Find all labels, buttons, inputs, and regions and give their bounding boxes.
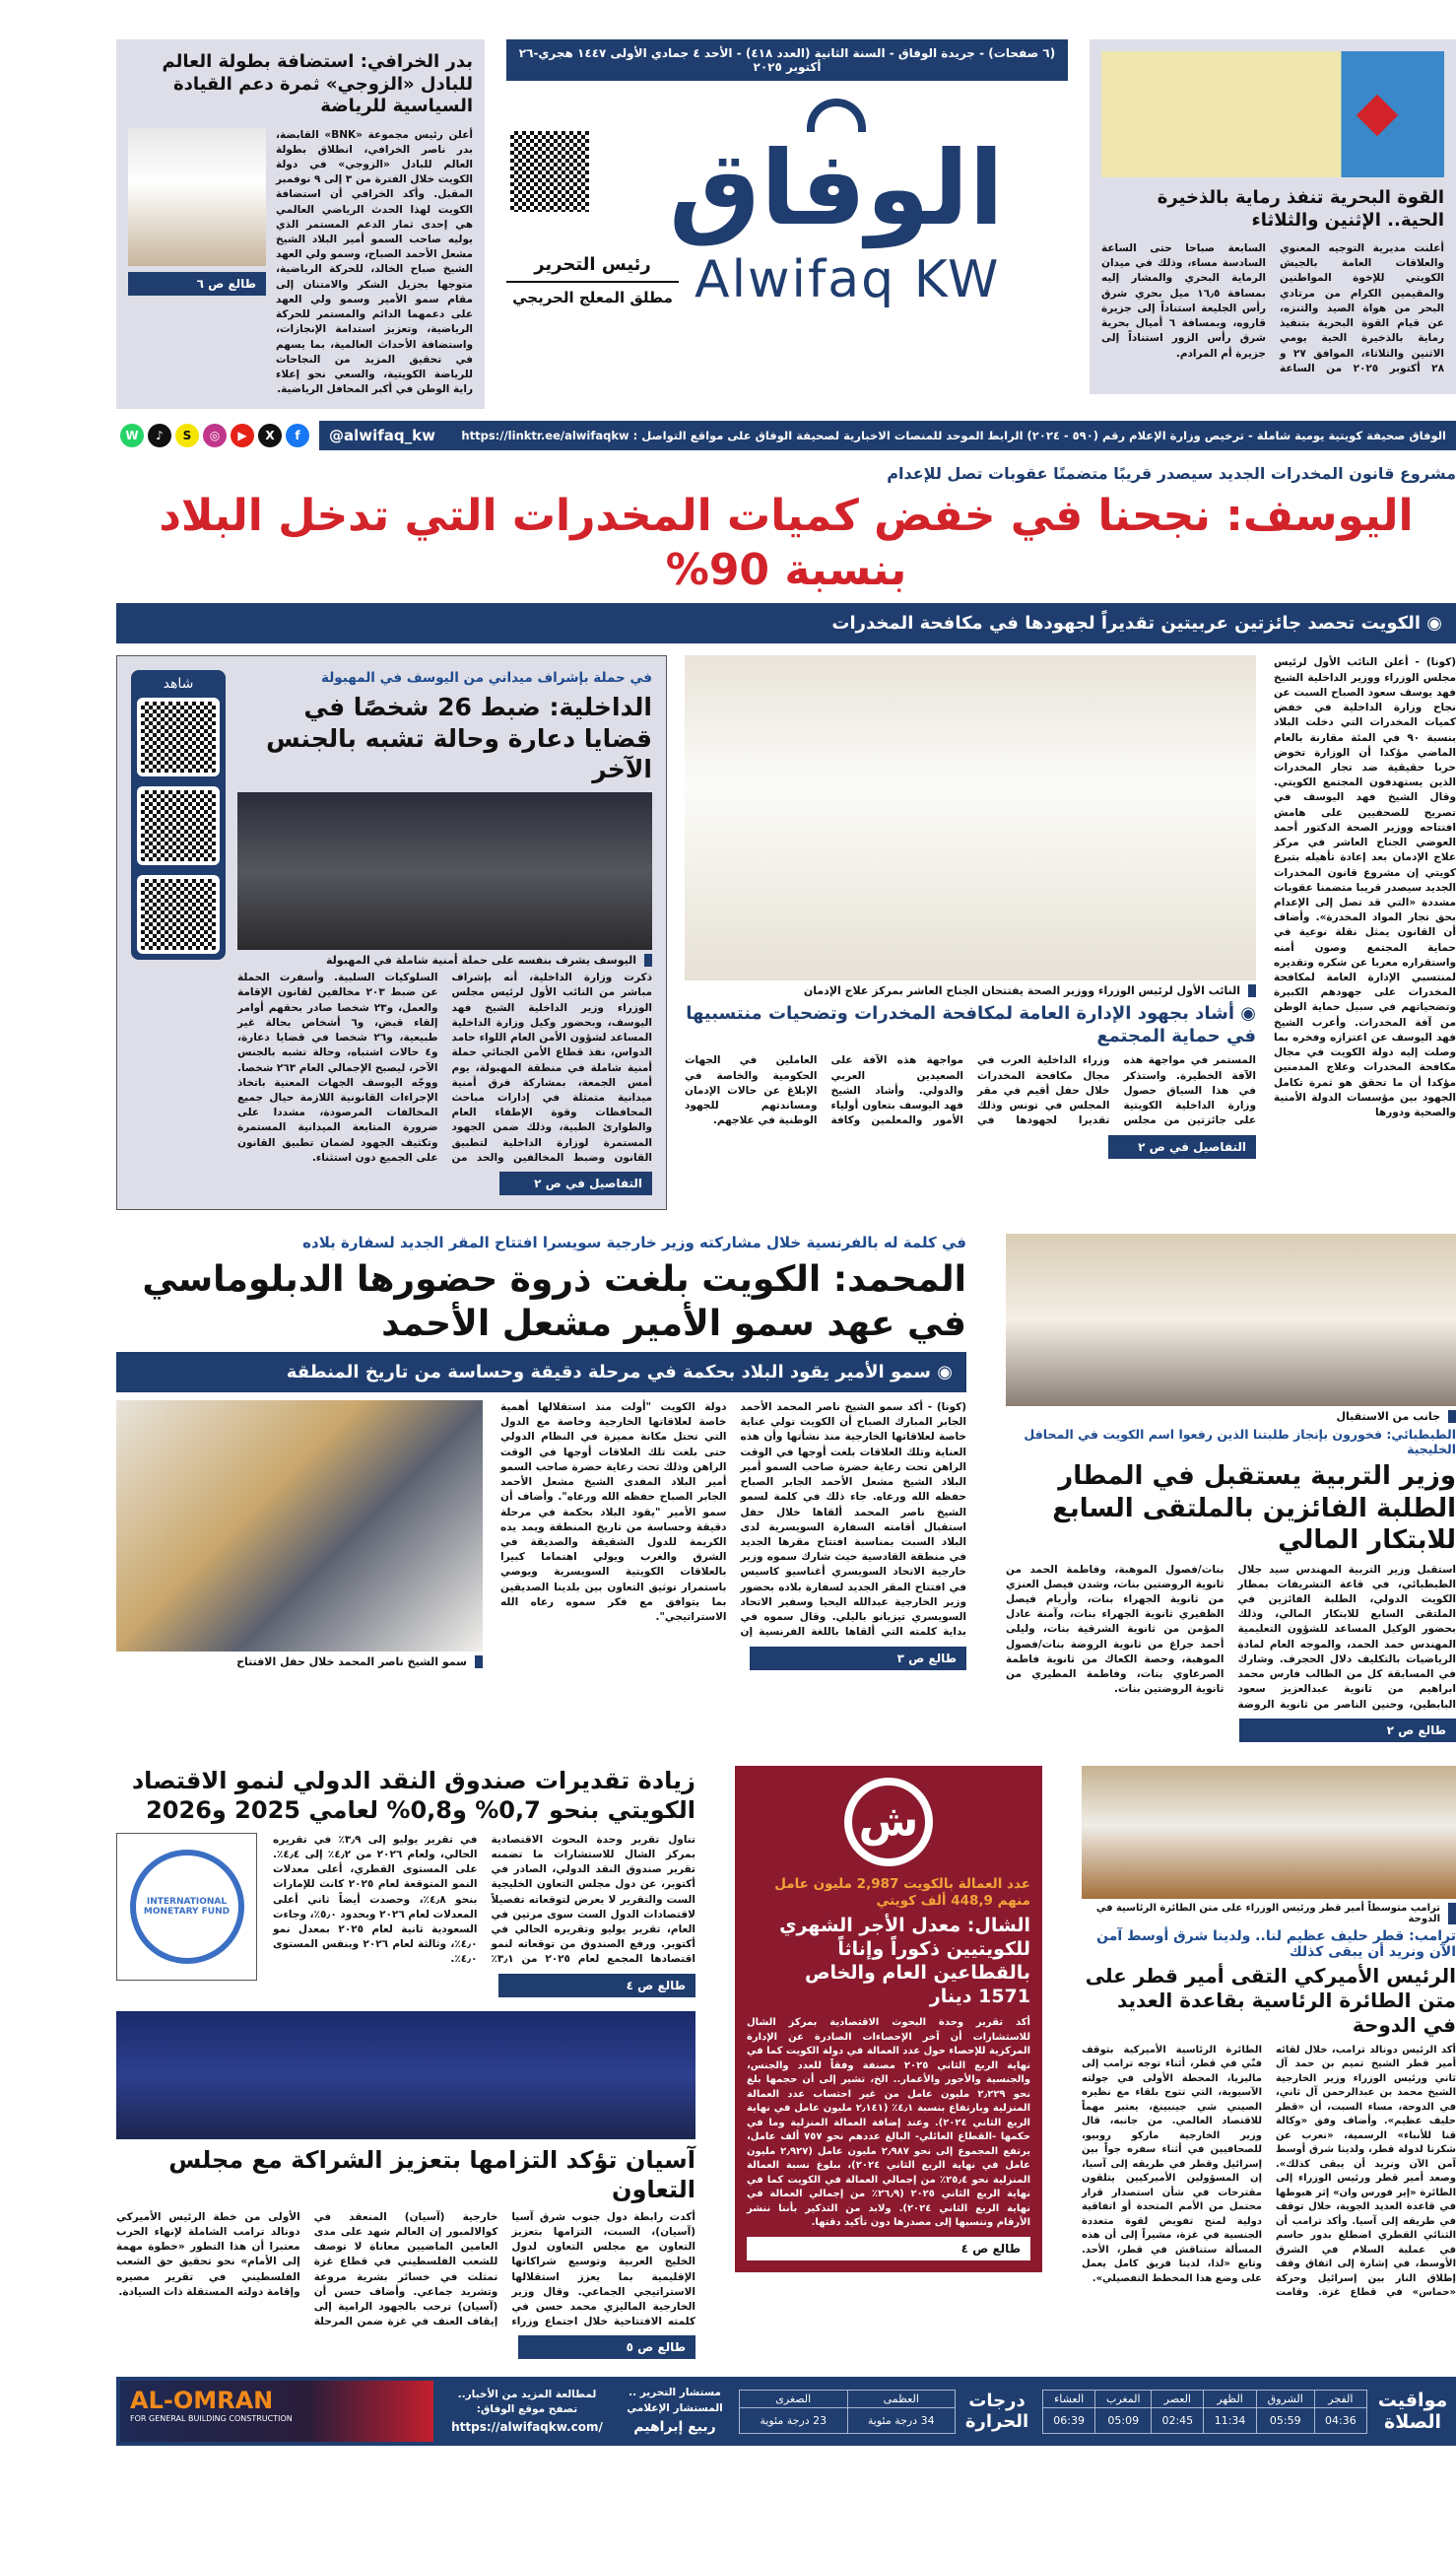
social-bar [319, 421, 1456, 450]
temperature-block [739, 2390, 1032, 2434]
diplomacy-bar-text: سمو الأمير يقود البلاد بحكمة في مرحلة دقيقة وحساسة من تاريخ المنطقة [286, 1362, 932, 1383]
prayer-time: 04:36 [1314, 2407, 1366, 2433]
prayer-name: العصر [1152, 2390, 1204, 2407]
prayer-name: العشاء [1043, 2390, 1095, 2407]
story-body: أعلن رئيس مجموعة «BNK» القابضة، بدر ناصر الخرافي، انطلاق بطولة العالم للبادل «الزوجي» في دولة الكويت خلال الفترة من ٣ إلى ٩ نوفمبر المقبل. وأكد الخرافي أن استضافة الكويت لهذا الحدث الرياضي العالمي هي إحدى ثمار الدعم المستمر الذي يوليه صاحب السمو أمير البلاد الشيخ مشعل الأحمد الصباح، وسمو ولي العهد الشيخ صباح الخالد، للحركة الرياضية، متوجها بجزيل الشكر والامتنان إلى مقام سمو الأمير وسمو ولي العهد على دعمهما الدائم والمستمر للحركة الرياضية، وتعزيز استدامة الإنجازات، واستضافة الأحداث العالمية، بما يسهم في تحقيق المزيد من النجاحات للرياضة الكويتية، والسعي نحو إعلاء راية الوطن في أكبر المحافل الرياضية. [276, 128, 473, 396]
website-link[interactable]: https://alwifaqkw.com/ [451, 2420, 603, 2435]
qr-code[interactable] [137, 786, 220, 865]
top-section [116, 39, 1456, 409]
prayer-time: 05:09 [1095, 2407, 1152, 2433]
lead-main [685, 655, 1256, 1158]
lead-bottom-body: المستمر في مواجهة هذه الآفة الخطيرة. واستذكر في هذا السياق حصول وزارة الداخلية الكويتية على جائزتين من مجلس وزراء الداخلية العرب في مجال مكافحة المخدرات خلال حفل أقيم في مقر المجلس في تونس وذلك تقديرا لجهودها في مواجهة هذه الآفة على الصعيدين العربي والدولي. وأشاد الشيخ فهد اليوسف بتعاون أولياء الأمور والمعلمين وكافة العاملين في الجهات الحكومية والخاصة في الإبلاغ عن حالات الإدمان ومساندتهم للجهود الوطنية في علاجهم. [685, 1054, 1256, 1127]
imf-headline: زيادة تقديرات صندوق النقد الدولي لنمو الاقتصاد الكويتي بنحو 0,7% و0,8% لعامي 2025 و2026 [131, 1766, 695, 1824]
firing-zone-marker [1357, 95, 1398, 136]
asean-body: أكدت رابطة دول جنوب شرق آسيا (آسيان)، السبت، التزامها بتعزيز التعاون مع مجلس التعاون لدول الخليج العربية وتوسيع شراكاتها الإقليمية بما يعزز استقلالها الاستراتيجي الجماعي. وقال وزير الخارجية الماليزي محمد حسن في كلمته الافتتاحية خلال اجتماع وزراء خارجية (آسيان) المنعقد في كوالالمبور إن العالم شهد على مدى العامين الماضيين معاناة لا توصف للشعب الفلسطيني في قطاع غزة تمثلت في خسائر بشرية مروعة وتشريد جماعي. وأضاف حسن أن (آسيان) ترحب بالجهود الرامية إلى إيقاف العنف في غزة ضمن المرحلة الأولى من خطة الرئيس الأميركي دونالد ترامب الشاملة لإنهاء الحرب معتبرا أن هذا التطور «خطوة مهمة إلى الأمام» نحو تحقيق حق الشعب الفلسطيني في تقرير مصيره وإقامة دولته المستقلة ذات السيادة. [116, 2210, 695, 2328]
lead-subhead-text: أشاد بجهود الإدارة العامة لمكافحة المخدرات وتضحيات منتسبيها في حماية المجتمع [686, 1003, 1256, 1046]
masthead [506, 39, 1068, 309]
more-link[interactable]: طالع ص ٤ [747, 2237, 1030, 2260]
x-icon[interactable]: X [258, 424, 282, 447]
trump-headline: الرئيس الأميركي التقى أمير قطر على متن الطائرة الرئاسية بقاعدة العديد في الدوحة [1085, 1963, 1456, 2037]
trump-photo-caption: ترامب متوسطاً أمير قطر ورئيس الوزراء على متن الطائرة الرئاسية في الدوحة [1082, 1903, 1456, 1924]
temperature-table [739, 2390, 956, 2434]
prayer-time: 05:59 [1256, 2407, 1314, 2433]
section-three [116, 1234, 1456, 1742]
qr-code[interactable] [137, 698, 220, 776]
imf-row [116, 1833, 695, 1997]
story-headline: القوة البحرية تنفذ رماية بالذخيرة الحية.. الإثنين والثلاثاء [1157, 187, 1444, 231]
lead-row [116, 655, 1456, 1210]
diplomacy-photo-column [116, 1400, 483, 1672]
editor-block [506, 254, 679, 306]
map-image [1101, 51, 1444, 177]
top-right-story [1090, 39, 1456, 394]
diplomacy-photo-caption: سمو الشيخ ناصر المحمد خلال حفل الافتتاح [116, 1655, 483, 1668]
interior-story [116, 655, 667, 1210]
prayer-block [1042, 2390, 1452, 2435]
khorafi-photo [128, 128, 266, 266]
logo [605, 99, 1068, 248]
lead-side-body: (كونا) - أعلن النائب الأول لرئيس مجلس الوزراء ووزير الداخلية الشيخ فهد يوسف سعود الصباح السبت عن نجاح وزارة الداخلية في خفض كميات المخدرات التي دخلت البلاد بنسبة ٩٠ في المئة مقارنة بالعام الماضي مؤكدا أن الوزارة تخوض حربا حقيقية ضد تجار المخدرات الذين يستهدفون المجتمع الكويتي. وقال الشيخ فهد اليوسف في تصريح للصحفيين على هامش افتتاحه ووزير الصحة الدكتور أحمد العوضي الجناح العاشر في مركز علاج الإدمان بعد إعادة تأهيله بتبرع كويتي إن مشروع قانون المخدرات الجديد سيصدر قريبا متضمنا عقوبات مشددة «التي قد تصل إلى الإعدام بحق تجار المواد المخدرة». وأضاف أن القانون يمثل نقلة نوعية في حماية المجتمع وصون أمنه واستقراره معربا عن شكره وتقديره لمنتسبي الإدارة العامة لمكافحة المخدرات على جهودهم الكبيرة وتضحياتهم في سبيل حماية الوطن من آفة المخدرات. وأعرب الشيخ فهد اليوسف عن اعتزازه وفخره بما وصلت إليه دولة الكويت في مجال مكافحة المخدرات وعلاج المدمنين مؤكدا أن ما تحقق هو ثمرة تكامل الجهود بين مؤسسات الدولة الأمنية والصحية ودورها [1274, 656, 1456, 1118]
education-photo [1006, 1234, 1456, 1406]
trump-story [1082, 1766, 1456, 2301]
photo-caption: اليوسف يشرف بنفسه على حملة أمنية شاملة في المهبولة [237, 954, 652, 967]
watch-panel [131, 670, 226, 960]
editor-name: مطلق المعلج الحريجي [512, 288, 673, 306]
education-photo-caption: جانب من الاستقبال [1006, 1410, 1456, 1423]
interior-headline: الداخلية: ضبط 26 شخصًا في قضايا دعارة وحالة تشبه بالجنس الآخر [266, 693, 652, 783]
instagram-icon[interactable]: ◎ [203, 424, 227, 447]
more-link[interactable]: طالع ص ٦ [128, 272, 266, 296]
interior-kicker: في حملة بإشراف ميداني من اليوسف في المهبولة [321, 670, 652, 687]
ad-brand: AL-OMRAN [130, 2387, 274, 2415]
whatsapp-icon[interactable]: W [120, 424, 144, 447]
imf-body: تناول تقرير وحدة البحوث الاقتصادية بمركز الشال للاستشارات ما تضمنه تقرير صندوق النقد الدولي، الصادر في أكتوبر، عن دول مجلس التعاون الخليجية الست والتقرير لا يعرض لتوقعاته تفصيلاً لاقتصادات الدول الست سوى مرتين في العام، تقرير يوليو وتقريره الحالي في أكتوبر. ورفع الصندوق من توقعاته لنمو اقتصادها المجمع لعام ٢٠٢٥ من ٣٫١٪ في تقرير يوليو إلى ٣٫٩٪ في تقريره الحالي، ولعام ٢٠٢٦ من ٤٫٢٪ إلى ٤٫٤٪. على المستوى القطري، أعلى معدلات النمو المتوقعة لعام ٢٠٢٥ كانت للإمارات بنحو ٤٫٨٪، وحصدت أيضاً ثاني أعلى المعدلات لعام ٢٠٢٦ وبحدود ٥٫٠٪، وجاءت السعودية ثانية لعام ٢٠٢٥ بمعدل نمو ٤٫٠٪، وثالثة لعام ٢٠٢٦ وبنفس المستوى ٤٫٠٪. [273, 1833, 696, 1966]
tiktok-icon[interactable]: ♪ [148, 424, 171, 447]
more-link[interactable]: طالع ص ٣ [750, 1647, 966, 1670]
footer-bar [116, 2377, 1456, 2446]
bullet-icon: ◉ [931, 1362, 953, 1383]
more-link[interactable]: التفاصيل في ص ٢ [499, 1172, 652, 1195]
logo-english: Alwifaq KW [695, 250, 1001, 310]
lead-bar [116, 603, 1456, 643]
social-icons [116, 424, 309, 447]
more-link[interactable]: التفاصيل في ص ٢ [1108, 1135, 1256, 1159]
snapchat-icon[interactable]: S [175, 424, 199, 447]
advisor-line1: مستشار التحرير .. [629, 2387, 721, 2399]
logo-bottom-row [506, 250, 1068, 309]
web-line1: لمطالعة المزيد من الأخبار.. [457, 2388, 597, 2400]
diplomacy-body: (كونا) - أكد سمو الشيخ ناصر المحمد الأحمد الجابر المبارك الصباح أن الكويت تولي عناية خاصة لعلاقاتها الخارجية منذ نشأتها وأن هذه العناية وتلك العلاقات بلغت أوجها في الوقت الراهن تحت رعاية حضرة صاحب السمو أمير البلاد الشيخ مشعل الأحمد الجابر الصباح حفظه الله ورعاه. جاء ذلك في كلمة لسمو الشيخ ناصر المحمد ألقاها خلال حفل استقبال أقامته السفارة السويسرية لدى البلاد السبت بمناسبة افتتاح مقرها الجديد في منطقة القادسية حيث شارك سموه وزير خارجية الاتحاد السويسري أغناسيو كاسيس في افتتاح المقر الجديد لسفارة بلاده بحضور وزير الخارجية عبدالله اليحيا وسفير الاتحاد السويسري تيزيانو باليلي. وقال سموه في بداية كلمته التي ألقاها باللغة الفرنسية إن دولة الكويت "أولت منذ استقلالها أهمية خاصة لعلاقاتها الخارجية وخاصة مع الدول التي تحتل مكانة مميزة في النظام الدولي حتى بلغت تلك العلاقات أوجها في الوقت الراهن وذلك تحت رعاية حضرة صاحب السمو أمير البلاد المفدى الشيخ مشعل الأحمد الجابر الصباح حفظه الله ورعاه". وأضاف أن سمو الأمير "يقود البلاد بحكمة في مرحلة دقيقة وحساسة من تاريخ المنطقة ويمد يده الكريمة للدول الشقيقة والصديقة في الشرق والغرب ويولي اهتماما كبيرا بالعلاقات الكويتية السويسرية ويوصي باستمرار توثيق التعاون بين بلدينا الصديقين بما يتوافق مع فكر سموه رعاه الله الاستراتيجي". [500, 1401, 966, 1639]
shall-story [735, 1766, 1042, 2272]
story-row [128, 128, 473, 398]
date-line: (٦ صفحات) - جريدة الوفاق - السنة الثانية (العدد ٤١٨) - الأحد ٤ جمادي الأولى ١٤٤٧ هجري-٢٦ أكتوبر ٢٠٢٥ [506, 39, 1068, 81]
diplomacy-row [116, 1400, 966, 1672]
diplomacy-bar [116, 1352, 966, 1392]
lead-photo-caption: النائب الأول لرئيس الوزراء ووزير الصحة يفتتحان الجناح العاشر بمركز علاج الإدمان [685, 984, 1256, 997]
license-and-link[interactable]: الوفاق صحيفة كويتية يومية شاملة - ترخيص وزارة الإعلام رقم (٥٩٠ - ٢٠٢٤) الرابط الموحد للمنصات الاخبارية لصحيفة الوفاق على مواقع التواصل : https://linktr.ee/alwifaqkw [461, 429, 1446, 443]
social-handle[interactable]: @alwifaq_kw [329, 427, 435, 445]
advisor-block [621, 2386, 729, 2438]
temp-max-value: 34 درجة مئوية [847, 2407, 956, 2433]
trump-body: أكد الرئيس دونالد ترامب، خلال لقائه أمير قطر الشيخ تميم بن حمد آل ثاني ورئيس الوزراء وزير الخارجية الشيخ محمد بن عبدالرحمن آل ثاني، في الدوحة، مساء السبت، أن «قطر حليف عظيم». وأضاف وفق «وكالة قنا للأنباء» الرسمية، «نعرب عن شكرنا لدولة قطر، ولدينا شرق أوسط آمن الآن ونريد أن يبقى كذلك». وصعد أمير قطر ورئيس الوزراء إلى الطائرة «إير فورس وان» إثر هبوطها في قاعدة العديد الجوية، خلال توقف في طريقه إلى آسيا. وأكد ترامب أن الثنائي القطري اضطلع بدور حاسم في عملية السلام في الشرق الأوسط، في إشارة إلى اتفاق وقف إطلاق النار بين إسرائيل وحركة «حماس» في قطاع غزة. وقامت الطائرة الرئاسية الأميركية بتوقف فنّي في قطر، أثناء توجه ترامب إلى ماليزيا، المحطة الأولى في جولته الآسيوية، التي تتوج بلقاء مع نظيره الصيني شي جينبينغ، يعتبر مهماً للاقتصاد العالمي. من جانبه، قال وزير الخارجية ماركو روبيو، للصحافيين في أثناء سفره جواً بين إسرائيل وقطر في طريقه إلى آسيا، إن المسؤولين الأميركيين يتلقون مقترحات في شأن استصدار قرار محتمل من الأمم المتحدة أو اتفاقية دولية لمنح تفويض لقوة متعددة الجنسية في غزة، مشيراً إلى أن هذه المسألة ستناقش في قطر، الأحد. وتابع «لذا، لدينا فريق كامل يعمل على وضع هذا المخطط التفصيلي». [1082, 2044, 1456, 2299]
globe-icon: INTERNATIONAL MONETARY FUND [130, 1850, 244, 1964]
lead-kicker: مشروع قانون المخدرات الجديد سيصدر قريبًا متضمنًا عقوبات تصل للإعدام [887, 464, 1456, 484]
temp-min-label: الصغرى [740, 2390, 848, 2407]
education-headline: وزير التربية يستقبل في المطار الطلبة الفائزين بالملتقى السابع للابتكار المالي [1052, 1461, 1456, 1556]
more-link[interactable]: طالع ص ٥ [518, 2335, 695, 2359]
lead-subhead [685, 1003, 1256, 1047]
interior-body: ذكرت وزارة الداخلية، أنه بإشراف مباشر من النائب الأول لرئيس مجلس الوزراء وزير الداخلية الشيخ فهد اليوسف، وبحضور وكيل وزارة الداخلية المساعد لشؤون الأمن العام اللواء حامد الدواس، نفذ قطاع الأمن الجنائي حملة أمنية شاملة في منطقة المهبولة، يوم أمس الجمعة، بمشاركة فرق أمنية ميدانية متمثلة في إدارات مباحث المحافظات وقوة الإطفاء العام والطوارئ الطبية، وذلك ضمن الجهود المستمرة لوزارة الداخلية لتطبيق القانون وضبط المخالفين والحد من السلوكيات السلبية. وأسفرت الحملة عن ضبط ٢٠٣ مخالفين لقانون الإقامة والعمل، و٢٣ شخصا صادر بحقهم أوامر إلقاء قبض، و٦ أشخاص بحالة غير طبيعية، و٢٦ شخصا في قضايا دعارة، و٤ حالات اشتباه، وحالة تشبه بالجنس الآخر، ليصبح الإجمالي العام ٢٦٣ شخصا. ووجّه اليوسف الجهات المعنية باتخاذ الإجراءات القانونية اللازمة حيال جميع المخالفات المرصودة، مشددا على ضرورة المتابعة الميدانية المستمرة وتكثيف الجهود لضمان تطبيق القانون على الجميع دون استثناء. [237, 972, 652, 1164]
prayer-time: 02:45 [1152, 2407, 1204, 2433]
trump-photo [1082, 1766, 1456, 1899]
more-link[interactable]: طالع ص ٤ [498, 1974, 695, 1997]
more-link[interactable]: طالع ص ٢ [1239, 1719, 1456, 1742]
trump-kicker: ترامب: قطر حليف عظيم لنا.. ولدينا شرق أوسط آمن الآن ونريد أن يبقى كذلك [1096, 1927, 1456, 1960]
web-line2: تصفح موقع الوفاق: [476, 2403, 578, 2416]
lead-photo [685, 655, 1256, 980]
temperature-title: درجات الحرارة [964, 2390, 1029, 2433]
front-page [116, 39, 1456, 2446]
youtube-icon[interactable]: ▶ [231, 424, 254, 447]
ad-tagline: FOR GENERAL BUILDING CONSTRUCTION [130, 2414, 293, 2424]
asean-photo [116, 2011, 695, 2139]
temp-max-label: العظمى [847, 2390, 956, 2407]
facebook-icon[interactable]: f [286, 424, 309, 447]
imf-logo [116, 1833, 257, 1981]
shall-body: أكد تقرير وحدة البحوث الاقتصادية بمركز الشال للاستشارات أن آخر الإحصاءات الصادرة عن الإدارة المركزية للإحصاء حول عدد العمالة في دولة الكويت كما في نهاية الربع الثاني ٢٠٢٥ مصنفة وفقاً للعدد والجنس، والجنسية والأجور والأعمار.. الخ، تشير إلى أن حجمها بلغ نحو ٢٫٢٢٩ مليون عامل من غير احتساب عدد العمالة المنزلية وبارتفاع بنسبة ٤٫١٪ (٢٫١٤١ مليون عامل في نهاية الربع الثاني ٢٠٢٤). وعند إضافة العمالة المنزلية وما في حكمها -القطاع العائلي- البالغ عددهم نحو ٧٥٧ ألف عامل، يرتفع المجموع إلى نحو ٢٫٩٨٧ مليون عامل (٢٫٩٢٧ مليون عامل في نهاية الربع الثاني ٢٠٢٤)، ببلوغ نسبة العمالة المنزلية نحو ٢٥٫٤٪ من إجمالي العمالة في الكويت كما في نهاية الربع الثاني ٢٠٢٥ (٢٦٫٩٪ من إجمالي العمالة في نهاية الربع الثاني ٢٠٢٤). ولابد من التذكير بأننا ننشر الأرقام وننسبها إلى مصدرها دون تأكيد دقتها. [747, 2017, 1031, 2229]
diplomacy-photo [116, 1400, 483, 1652]
qr-code[interactable] [137, 875, 220, 954]
section-four [116, 1766, 1456, 2360]
social-row [116, 421, 1456, 450]
prayer-time: 06:39 [1043, 2407, 1095, 2433]
prayer-name: الفجر [1314, 2390, 1366, 2407]
editor-label: رئيس التحرير [506, 254, 679, 283]
education-story [1006, 1234, 1456, 1742]
prayer-name: المغرب [1095, 2390, 1152, 2407]
logo-row [506, 99, 1068, 248]
asean-headline: آسيان تؤكد التزامها بتعزيز الشراكة مع مجلس التعاون [168, 2145, 695, 2203]
lead-bar-text: الكويت تحصد جائزتين عربيتين تقديراً لجهودها في مكافحة المخدرات [831, 613, 1422, 635]
diplomacy-kicker: في كلمة له بالفرنسية خلال مشاركته وزير خارجية سويسرا افتتاح المقر الجديد لسفارة بلاده [302, 1234, 966, 1252]
temp-min-value: 23 درجة مئوية [740, 2407, 848, 2433]
bullet-icon: ◉ [1421, 613, 1442, 635]
shall-logo: ش [844, 1778, 933, 1866]
lead-headline: اليوسف: نجحنا في خفض كميات المخدرات التي تدخل البلاد بنسبة 90% [159, 491, 1414, 596]
diplomacy-text [500, 1400, 966, 1670]
interior-photo [237, 792, 652, 950]
prayer-name: الشروق [1256, 2390, 1314, 2407]
shall-headline: الشال: معدل الأجر الشهري للكويتيين ذكوراً وإناثاً بالقطاعين العام والخاص 1571 دينار [779, 1915, 1030, 2007]
prayer-time: 11:34 [1204, 2407, 1256, 2433]
left-column [116, 1766, 695, 2360]
diplomacy-headline: المحمد: الكويت بلغت ذروة حضورها الدبلوماسي في عهد سمو الأمير مشعل الأحمد [142, 1259, 966, 1345]
website-block [443, 2388, 611, 2437]
imf-text [273, 1833, 695, 1997]
diplomacy-story [116, 1234, 966, 1672]
watch-label: شاهد [163, 676, 194, 693]
qr-code[interactable] [506, 127, 593, 216]
story-headline: بدر الخرافي: استضافة بطولة العالم للبادل «الزوجي» ثمرة دعم القيادة السياسية للرياضة [162, 51, 473, 116]
shall-kicker: عدد العمالة بالكويت 2,987 مليون عامل منهم 448,9 ألف كويتي [774, 1875, 1030, 1909]
bullet-icon: ◉ [1234, 1003, 1256, 1025]
logo-wifi-icon [807, 99, 866, 132]
top-left-story [116, 39, 485, 409]
education-body: استقبل وزير التربية المهندس سيد جلال الطبطبائي، في قاعة التشريفات بمطار الكويت الدولي، الطلبة الفائزين في الملتقى السابع للابتكار المالي، وذلك بحضور الوكيل المساعد للشؤون التعليمية المهندس حمد الحمد، والموجه العام لمادة الرياضيات بالتكليف دلال الحجرف. وشارك في المسابقة كل من الطالب فارس محمد ابراهيم من ثانوية عبدالعزيز سعود البابطين، وحنين الناصر من ثانوية الروضة بنات/فصول الموهبة، وفاطمة الحمد من ثانوية الروضتين بنات، وشدن فيصل العنزي من ثانوية الجهراء بنات، وأريام فيصل الظفيري ثانوية الجهراء بنات، وآمنة عادل المؤمن من ثانوية الشرقية بنات، وليلى أحمد جراغ من ثانوية الروضة بنات/فصول الموهبة، وحصة الكعاك من ثانوية فاطمة الصرعاوي بنات، وفاطمة المطيري من ثانوية الروضتين بنات. [1006, 1563, 1456, 1711]
story-body: أعلنت مديرية التوجيه المعنوي والعلاقات العامة بالجيش الكويتي للإخوة المواطنين والمقيمين الكرام من مرتادي البحر من هواة الصيد والتنزه، عن قيام القوة البحرية بتنفيذ رماية بالذخيرة الحية يومي الاثنين والثلاثاء، الموافق ٢٧ و ٢٨ أكتوبر ٢٠٢٥ من الساعة السابعة صباحا حتى الساعة السادسة مساء، وذلك في ميدان الرماية البحري والمشار إليه بمسافة ١٦٫٥ ميل بحري شرق رأس الجليعة استناداً إلى جزيرة قاروه، وبمسافة ٦ أميال بحرية شرق رأس الزور استناداً إلى جزيرة أم المرادم. [1101, 242, 1444, 374]
prayer-name: الظهر [1204, 2390, 1256, 2407]
photo-column [128, 128, 266, 296]
prayer-title: مواقيت الصلاة [1377, 2389, 1448, 2434]
al-omran-ad[interactable] [120, 2381, 433, 2442]
prayer-times-table [1042, 2390, 1367, 2434]
interior-content [237, 670, 652, 1195]
logo-arabic: الوفاق [668, 128, 1005, 248]
education-kicker: الطبطبائي: فخورون بإنجاز طلبتنا الذين رفعوا اسم الكويت في المحافل الخليجية [1024, 1427, 1456, 1457]
advisor-name: ربيع إبراهيم [633, 2418, 716, 2435]
advisor-line2: المستشار الإعلامي [627, 2401, 723, 2414]
